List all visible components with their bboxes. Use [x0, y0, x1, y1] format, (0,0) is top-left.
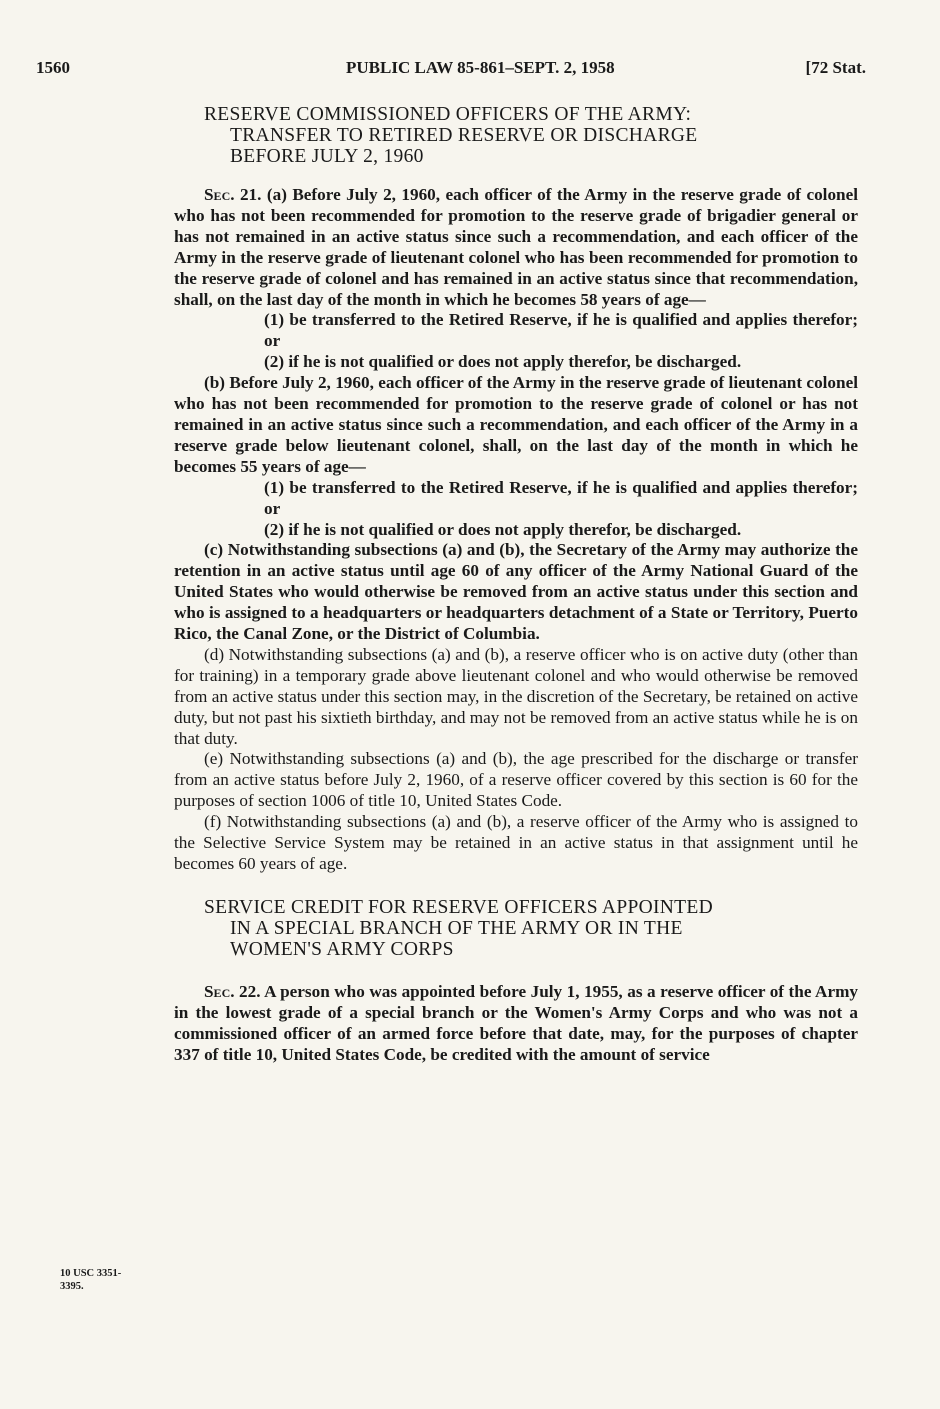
page-number: 1560	[36, 58, 70, 77]
statute-reference: [72 Stat.	[805, 58, 866, 77]
heading-line: IN A SPECIAL BRANCH OF THE ARMY OR IN THE	[230, 917, 683, 939]
heading-line: TRANSFER TO RETIRED RESERVE OR DISCHARGE	[230, 125, 698, 146]
section-21-subsection-c: (c) Notwithstanding subsections (a) and (b), the Secretary of the Army may authorize the retention in an active status until age 60 of any officer of the Army National Guard of the United States who would otherwise be removed from an active status under this section and who is assigned to a headquarters or headquarters detachment of a State or Territory, Puerto Rico, the Canal Zone, or the District of Columbia.	[174, 540, 858, 644]
subsection-b-item-1: (1) be transferred to the Retired Reserve, if he is qualified and applies therefor; or	[264, 477, 858, 518]
heading-line: WOMEN'S ARMY CORPS	[230, 938, 454, 960]
section-21-subsection-b: (b) Before July 2, 1960, each officer of the Army in the reserve grade of lieutenant colonel who has not been recommended for promotion to the reserve grade of colonel or has not remained in an active status since such a recommendation, and each officer of the Army in a reserve grade below lieutenant colonel, shall, on the last day of the month in which he becomes 55 years of age—	[174, 373, 858, 476]
section-21-heading	[204, 104, 858, 167]
section-21-subsection-e: (e) Notwithstanding subsections (a) and (b), the age prescribed for the discharge or transfer from an active status before July 2, 1960, of a reserve officer covered by this section is 60 for the purposes of section 1006 of title 10, United States Code.	[174, 749, 858, 811]
section-label: Sec. 21.	[204, 185, 262, 204]
subsection-b-item-2: (2) if he is not qualified or does not apply therefor, be discharged.	[264, 519, 742, 539]
section-21-subsection-a	[174, 185, 858, 310]
section-22-text	[174, 982, 858, 1066]
heading-line: RESERVE COMMISSIONED OFFICERS OF THE ARMY:	[204, 104, 692, 125]
subsection-text: (a) Before July 2, 1960, each officer of the Army in the reserve grade of colonel who has not been recommended for promotion to the reserve grade of brigadier general or has not remained in an active status since such a recommendation, and each officer of the Army in the reserve grade of lieutenant colonel who has been recommended for promotion to the reserve grade of colonel and has remained in an active status since that recommendation, shall, on the last day of the month in which he becomes 58 years of age—	[174, 185, 859, 309]
section-21-subsection-d: (d) Notwithstanding subsections (a) and (b), a reserve officer who is on active duty (other than for training) in a temporary grade above lieutenant colonel and who would otherwise be removed from an active status under this section may, in the discretion of the Secretary, be retained on active duty, but not past his sixtieth birthday, and may not be removed from an active status while he is on that duty.	[174, 644, 858, 748]
margin-citation-line: 3395.	[60, 1281, 84, 1292]
subsection-a-item-2: (2) if he is not qualified or does not apply therefor, be discharged.	[264, 352, 742, 372]
section-text: A person who was appointed before July 1, 1955, as a reserve officer of the Army in the lowest grade of a special branch or the Women's Army Corps and who was not a commissioned officer of an armed force before that date, may, for the purposes of chapter 337 of title 10, United States Code, be credited with the amount of service	[174, 981, 858, 1064]
margin-citation	[60, 1267, 180, 1293]
page-body	[174, 104, 858, 1066]
subsection-a-item-1: (1) be transferred to the Retired Reserve, if he is qualified and applies therefor; or	[264, 310, 858, 351]
margin-citation-line: 10 USC 3351-	[60, 1268, 122, 1279]
heading-line: BEFORE JULY 2, 1960	[230, 146, 424, 167]
heading-line: SERVICE CREDIT FOR RESERVE OFFICERS APPOINTED	[204, 896, 713, 918]
section-label: Sec. 22.	[204, 981, 261, 1001]
section-22-heading	[204, 897, 858, 960]
header-title: PUBLIC LAW 85-861–SEPT. 2, 1958	[346, 58, 615, 77]
running-header	[36, 58, 866, 88]
section-21-subsection-f: (f) Notwithstanding subsections (a) and (b), a reserve officer of the Army who is assigned to the Selective Service System may be retained in an active status in that assignment until he becomes 60 years of age.	[174, 812, 858, 873]
